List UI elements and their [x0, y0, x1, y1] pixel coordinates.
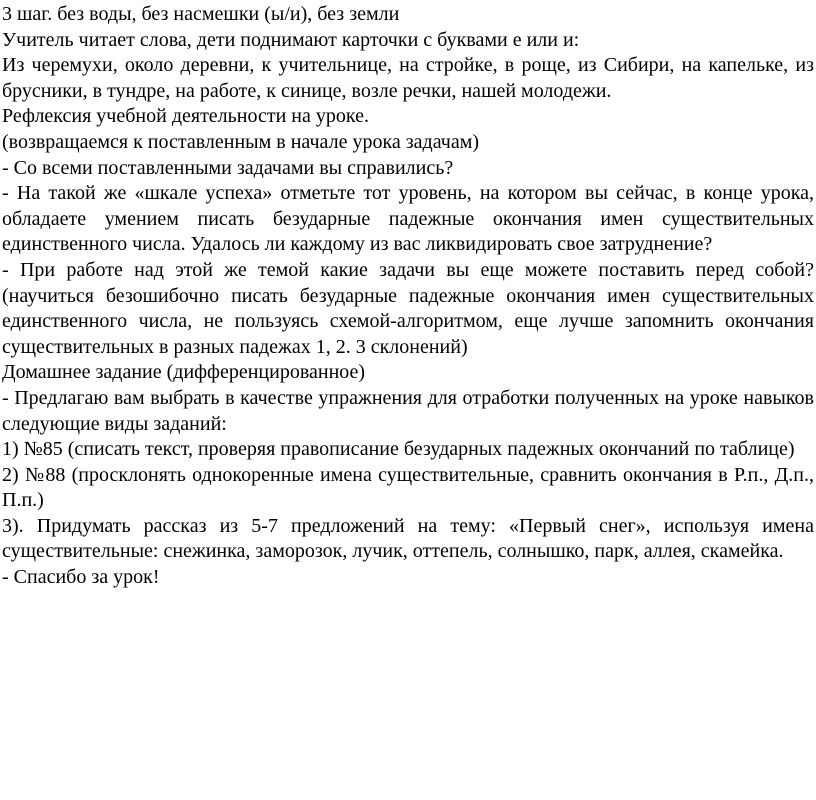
teacher-instruction: Учитель читает слова, дети поднимают карточки с буквами е или и:	[2, 28, 580, 51]
question-success-scale: - На такой же «шкале успеха» отметьте тот уровень, на котором вы сейчас, в конце урока, обладаете умением писать безударные падежные окончания имен существительных единственного числа. Удалось ли каждому из вас ликвидировать свое затруднение?	[2, 182, 814, 256]
word-list-paragraph: Из черемухи, около деревни, к учительнице, на стройке, в роще, из Сибири, на капельке, из брусники, в тундре, на работе, к синице, возле речки, нашей молодежи.	[2, 54, 814, 102]
question-further-tasks: - При работе над этой же темой какие задачи вы еще можете поставить перед собой? (научиться безошибочно писать безударные падежные окончания имен существительных единственного числа, не пользуясь схемой-алгоритмом, еще лучше запомнить окончания существительных в разных падежах 1, 2. 3 склонений)	[2, 258, 814, 358]
reflection-heading: Рефлексия учебной деятельности на уроке.	[2, 105, 369, 128]
homework-task-2: 2) №88 (просклонять однокоренные имена существительные, сравнить окончания в Р.п., Д.п., П.п.)	[2, 463, 814, 512]
document-page	[2, 2, 814, 591]
closing-thanks: - Спасибо за урок!	[2, 566, 160, 589]
question-tasks-done: - Со всеми поставленными задачами вы справились?	[2, 156, 454, 179]
homework-intro: - Предлагаю вам выбрать в качестве упражнения для отработки полученных на уроке навыков следующие виды заданий:	[2, 386, 814, 435]
homework-task-3: 3). Придумать рассказ из 5-7 предложений на тему: «Первый снег», используя имена существительные: снежинка, заморозок, лучик, оттепель, солнышко, парк, аллея, скамейка.	[2, 514, 814, 563]
step-heading: 3 шаг. без воды, без насмешки (ы/и), без земли	[2, 3, 400, 25]
homework-heading: Домашнее задание (дифференцированное)	[2, 361, 366, 384]
homework-task-1: 1) №85 (списать текст, проверяя правописание безударных падежных окончаний по таблице)	[2, 438, 795, 461]
reflection-note: (возвращаемся к поставленным в начале урока задачам)	[2, 130, 480, 153]
